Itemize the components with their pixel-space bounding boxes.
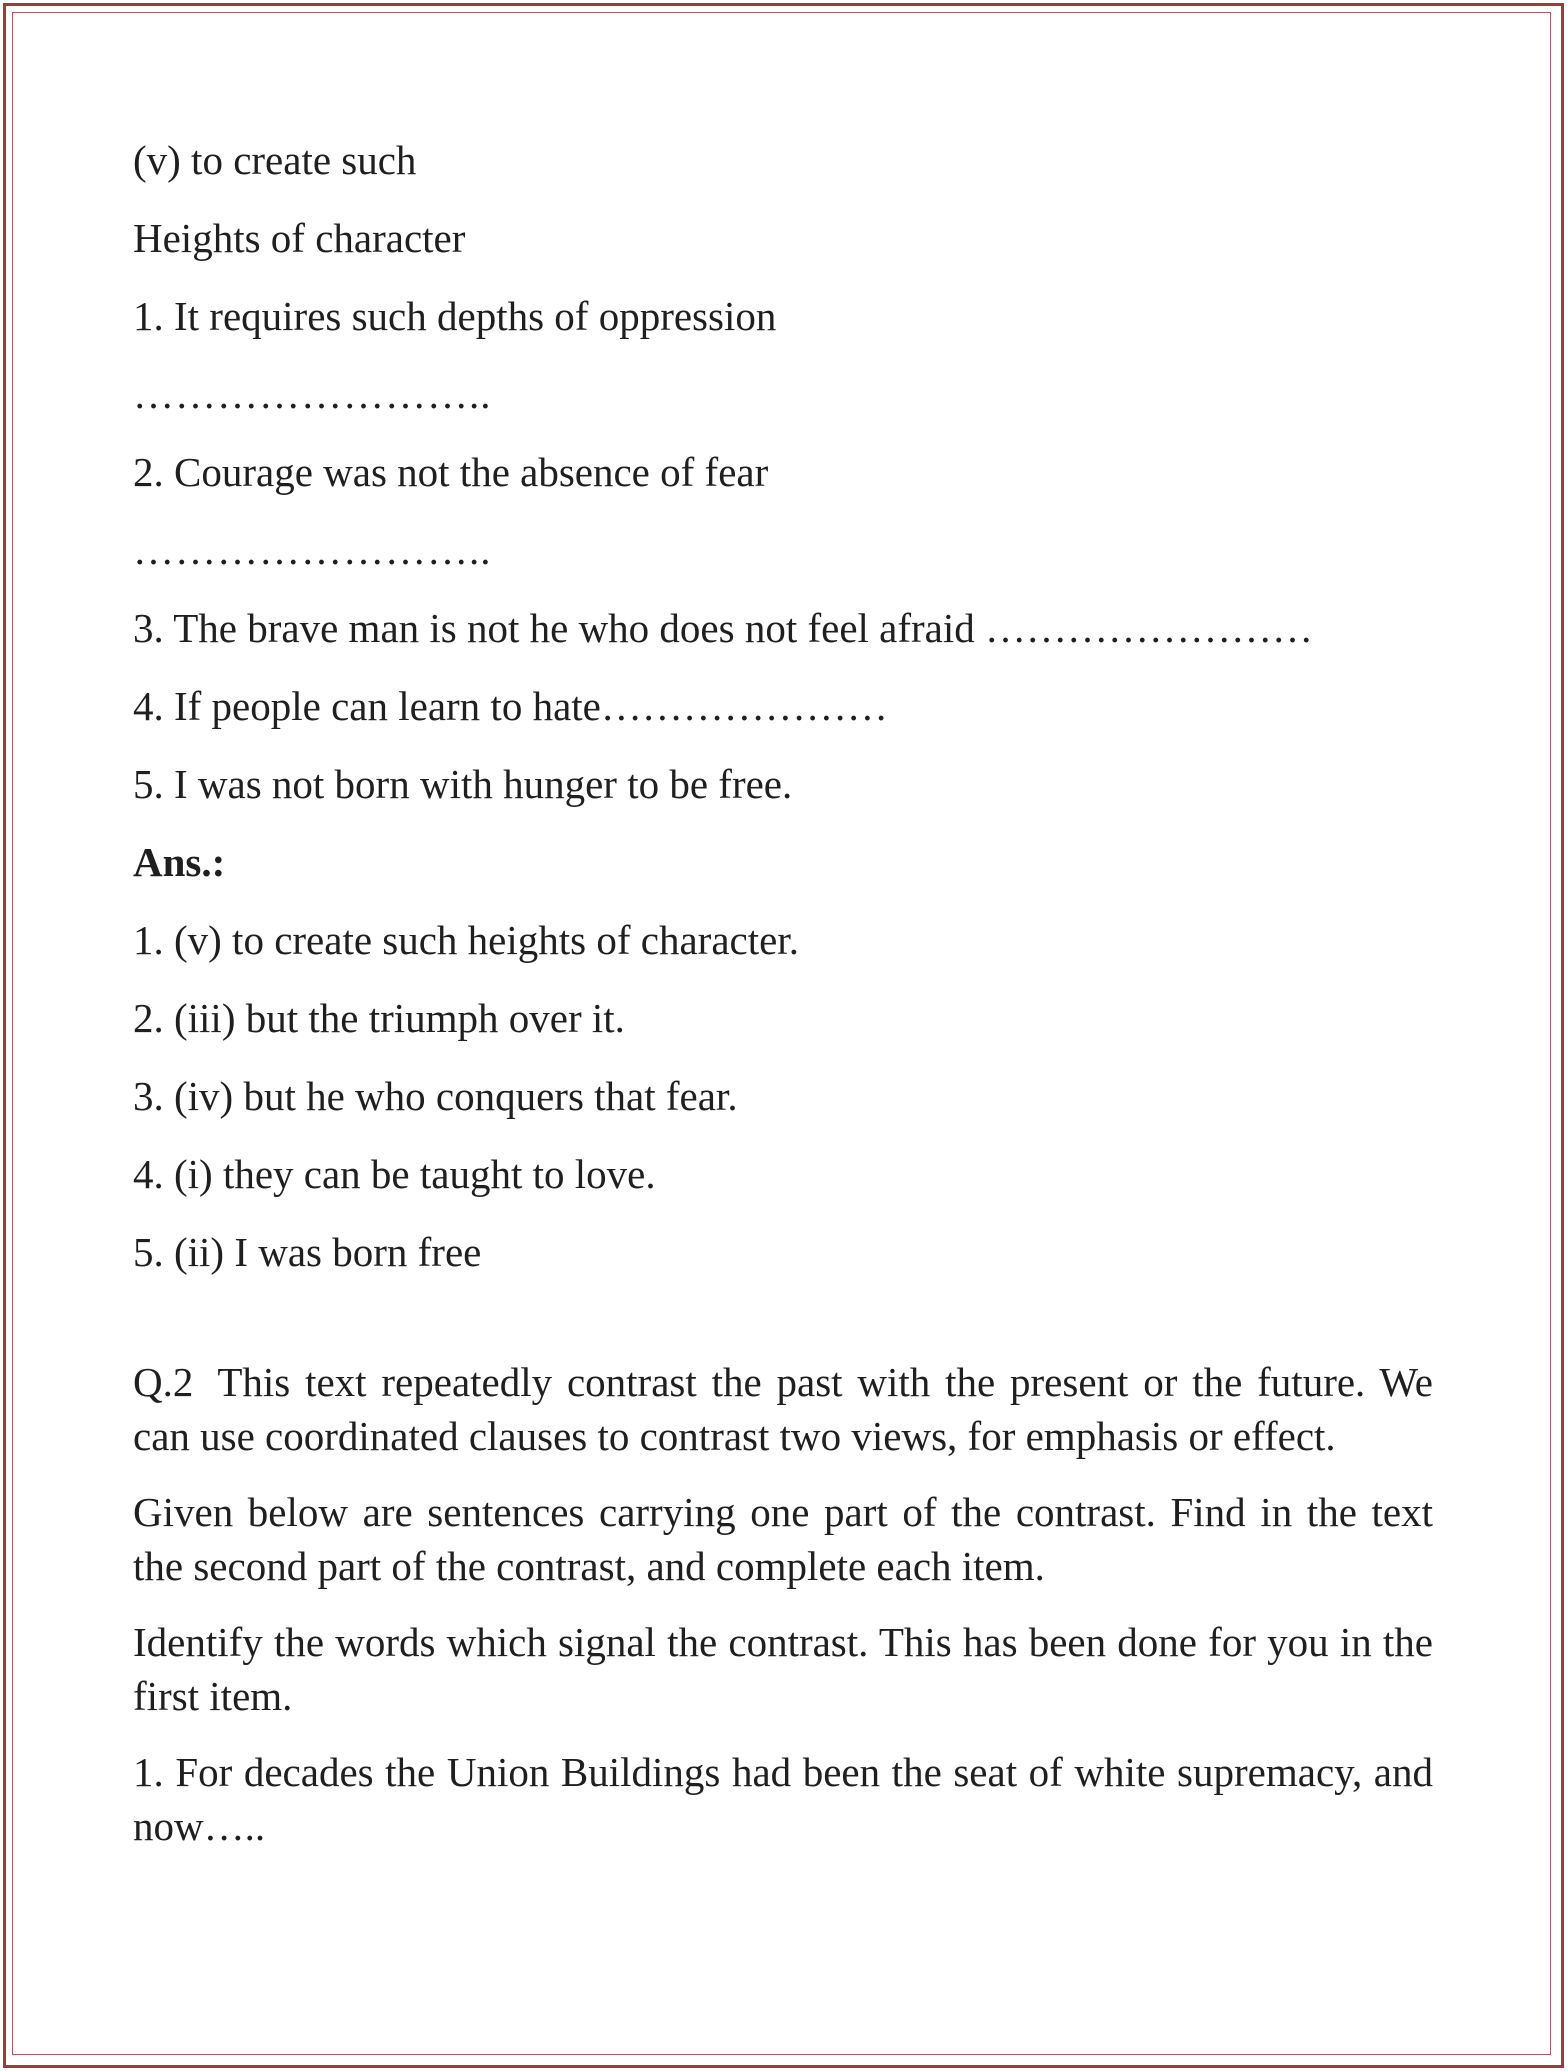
intro-line-4: 2. Courage was not the absence of fear	[133, 449, 769, 495]
answer-5: 5. (ii) I was born free	[133, 1229, 482, 1275]
section-gap	[133, 1298, 1433, 1355]
answer-2: 2. (iii) but the triumph over it.	[133, 995, 625, 1041]
question-2-item-1: 1. For decades the Union Buildings had been the seat of white supremacy, and now…..	[133, 1749, 1433, 1849]
question-number: Q.2	[133, 1359, 194, 1405]
intro-line-7: 5. I was not born with hunger to be free.	[133, 761, 793, 807]
intro-line-3: 1. It requires such depths of oppression	[133, 293, 777, 339]
answer-4: 4. (i) they can be taught to love.	[133, 1151, 656, 1197]
blank-line-1: ……………………..	[133, 371, 492, 417]
intro-line-2: Heights of character	[133, 215, 466, 261]
answer-1: 1. (v) to create such heights of character.	[133, 917, 799, 963]
intro-line-1: (v) to create such	[133, 137, 417, 183]
document-content	[133, 128, 1433, 1853]
answers-heading: Ans.:	[133, 839, 226, 885]
question-2-identify: Identify the words which signal the contrast. This has been done for you in the first item.	[133, 1619, 1433, 1719]
intro-line-6: 4. If people can learn to hate…………………	[133, 683, 888, 729]
question-2	[133, 1355, 1433, 1463]
blank-line-2: ……………………..	[133, 527, 492, 573]
answer-3: 3. (iv) but he who conquers that fear.	[133, 1073, 738, 1119]
intro-line-5: 3. The brave man is not he who does not feel afraid ……………………	[133, 605, 1314, 651]
question-2-instructions: Given below are sentences carrying one part of the contrast. Find in the text the second part of the contrast, and complete each item.	[133, 1489, 1433, 1589]
question-text: This text repeatedly contrast the past with the present or the future. We can use coordinated clauses to contrast two views, for emphasis or effect.	[133, 1359, 1433, 1459]
